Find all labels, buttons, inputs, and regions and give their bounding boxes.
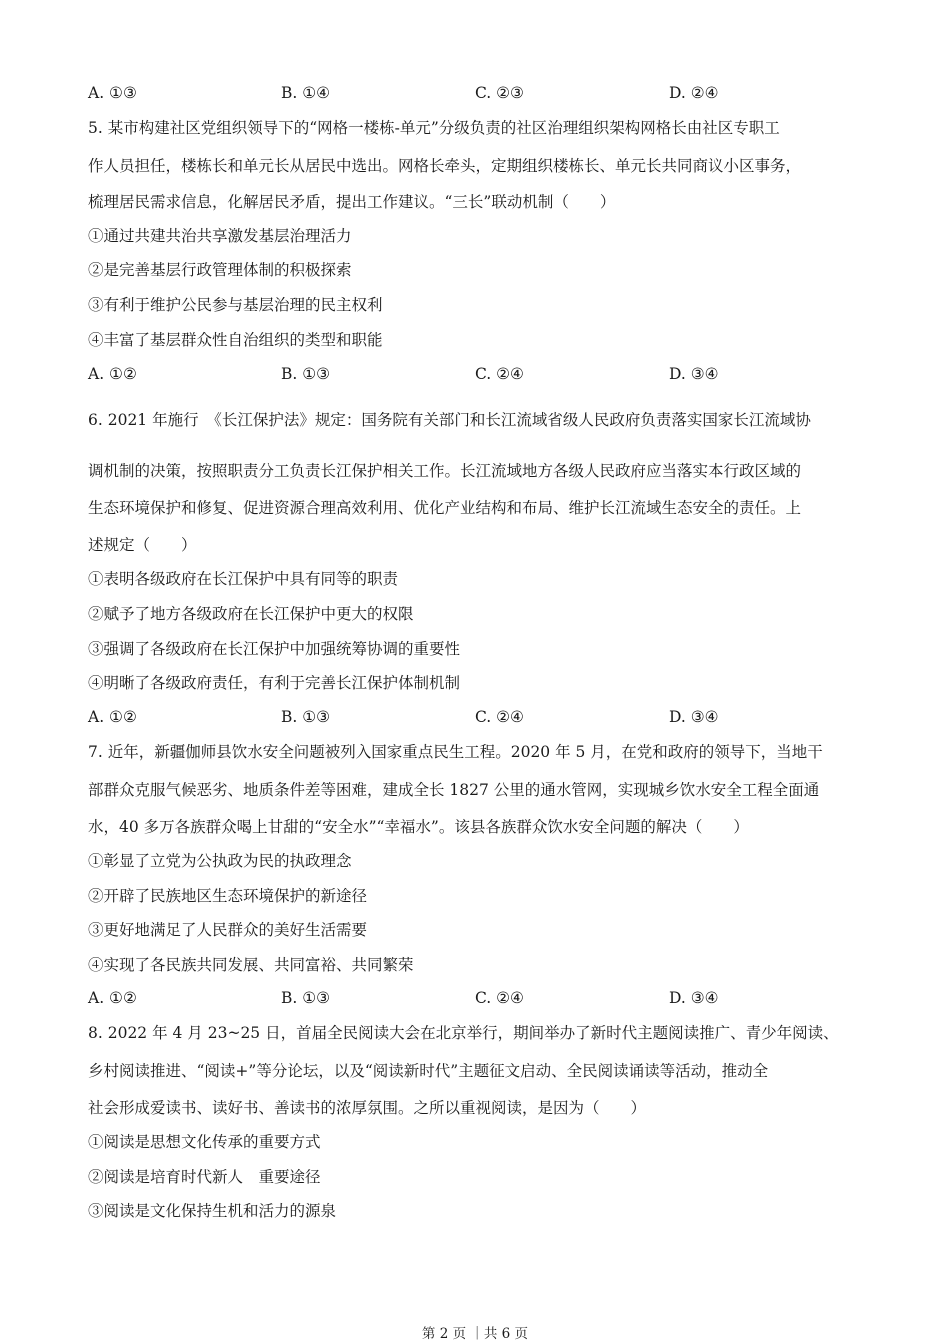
q5-item-3: ③有利于维护公民参与基层治理的民主权利 <box>88 296 383 314</box>
q7-item-3: ③更好地满足了人民群众的美好生活需要 <box>88 921 368 939</box>
q4-option-a: A. ①③ <box>88 84 137 102</box>
q5-options <box>88 364 868 384</box>
q7-item-4: ④实现了各民族共同发展、共同富裕、共同繁荣 <box>88 956 414 974</box>
q6-option-b: B. ①③ <box>281 708 331 726</box>
q7-option-c: C. ②④ <box>475 989 524 1007</box>
q5-stem-line-3: 梳理居民需求信息，化解居民矛盾，提出工作建议。“三长”联动机制（ ） <box>88 193 616 211</box>
q5-item-1: ①通过共建共治共享激发基层治理活力 <box>88 227 352 245</box>
q6-item-1: ①表明各级政府在长江保护中具有同等的职责 <box>88 570 399 588</box>
q7-stem-line-1: 7. 近年，新疆伽师县饮水安全问题被列入国家重点民生工程。2020 年 5 月，在党和政府的领导下，当地干 <box>88 743 823 761</box>
q4-option-b: B. ①④ <box>281 84 331 102</box>
q7-item-2: ②开辟了民族地区生态环境保护的新途径 <box>88 887 368 905</box>
q6-option-a: A. ①② <box>88 708 137 726</box>
q6-stem-line-1: 6. 2021 年施行 《长江保护法》规定：国务院有关部门和长江流域省级人民政府负责落实国家长江流域协 <box>88 411 811 429</box>
q4-options <box>88 83 868 103</box>
q7-option-d: D. ③④ <box>669 989 719 1007</box>
q7-option-b: B. ①③ <box>281 989 331 1007</box>
q4-option-c: C. ②③ <box>475 84 524 102</box>
q8-item-1: ①阅读是思想文化传承的重要方式 <box>88 1133 321 1151</box>
q5-stem-line-2: 作人员担任，楼栋长和单元长从居民中选出。网格长牵头，定期组织楼栋长、单元长共同商议小区事务， <box>88 157 802 175</box>
q6-item-4: ④明晰了各级政府责任，有利于完善长江保护体制机制 <box>88 674 461 692</box>
q7-stem-line-2: 部群众克服气候恶劣、地质条件差等困难，建成全长 1827 公里的通水管网，实现城乡饮水安全工程全面通 <box>88 781 820 799</box>
q7-stem-line-3: 水，40 多万各族群众喝上甘甜的“安全水”“幸福水”。该县各族群众饮水安全问题的解决（ ） <box>88 818 749 836</box>
q6-option-c: C. ②④ <box>475 708 524 726</box>
q6-stem-line-3: 生态环境保护和修复、促进资源合理高效利用、优化产业结构和布局、维护长江流域生态安全的责任。上 <box>88 499 802 517</box>
q6-option-d: D. ③④ <box>669 708 719 726</box>
q7-option-a: A. ①② <box>88 989 137 1007</box>
q8-stem-line-3: 社会形成爱读书、读好书、善读书的浓厚氛围。之所以重视阅读，是因为（ ） <box>88 1099 647 1117</box>
q8-stem-line-2: 乡村阅读推进、“阅读+”等分论坛，以及“阅读新时代”主题征文启动、全民阅读诵读等活动，推动全 <box>88 1062 769 1080</box>
q5-option-c: C. ②④ <box>475 365 524 383</box>
q5-stem-line-1: 5. 某市构建社区党组织领导下的“网格一楼栋-单元”分级负责的社区治理组织架构网格长由社区专职工 <box>88 119 780 137</box>
page-number-footer: 第 2 页 ｜共 6 页 <box>421 1326 529 1342</box>
q6-item-3: ③强调了各级政府在长江保护中加强统筹协调的重要性 <box>88 640 461 658</box>
q5-option-b: B. ①③ <box>281 365 331 383</box>
q8-item-2: ②阅读是培育时代新人 重要途径 <box>88 1168 321 1186</box>
q6-stem-line-4: 述规定（ ） <box>88 536 197 554</box>
q5-option-a: A. ①② <box>88 365 137 383</box>
q6-stem-line-2: 调机制的决策，按照职责分工负责长江保护相关工作。长江流域地方各级人民政府应当落实本行政区域的 <box>88 462 802 480</box>
q6-options <box>88 707 868 727</box>
q5-option-d: D. ③④ <box>669 365 719 383</box>
q4-option-d: D. ②④ <box>669 84 719 102</box>
q7-item-1: ①彰显了立党为公执政为民的执政理念 <box>88 852 352 870</box>
q6-item-2: ②赋予了地方各级政府在长江保护中更大的权限 <box>88 605 414 623</box>
q8-stem-line-1: 8. 2022 年 4 月 23~25 日，首届全民阅读大会在北京举行，期间举办了新时代主题阅读推广、青少年阅读、 <box>88 1024 839 1042</box>
q5-item-4: ④丰富了基层群众性自治组织的类型和职能 <box>88 331 383 349</box>
q7-options <box>88 988 868 1008</box>
q8-item-3: ③阅读是文化保持生机和活力的源泉 <box>88 1202 337 1220</box>
q5-item-2: ②是完善基层行政管理体制的积极探索 <box>88 261 352 279</box>
